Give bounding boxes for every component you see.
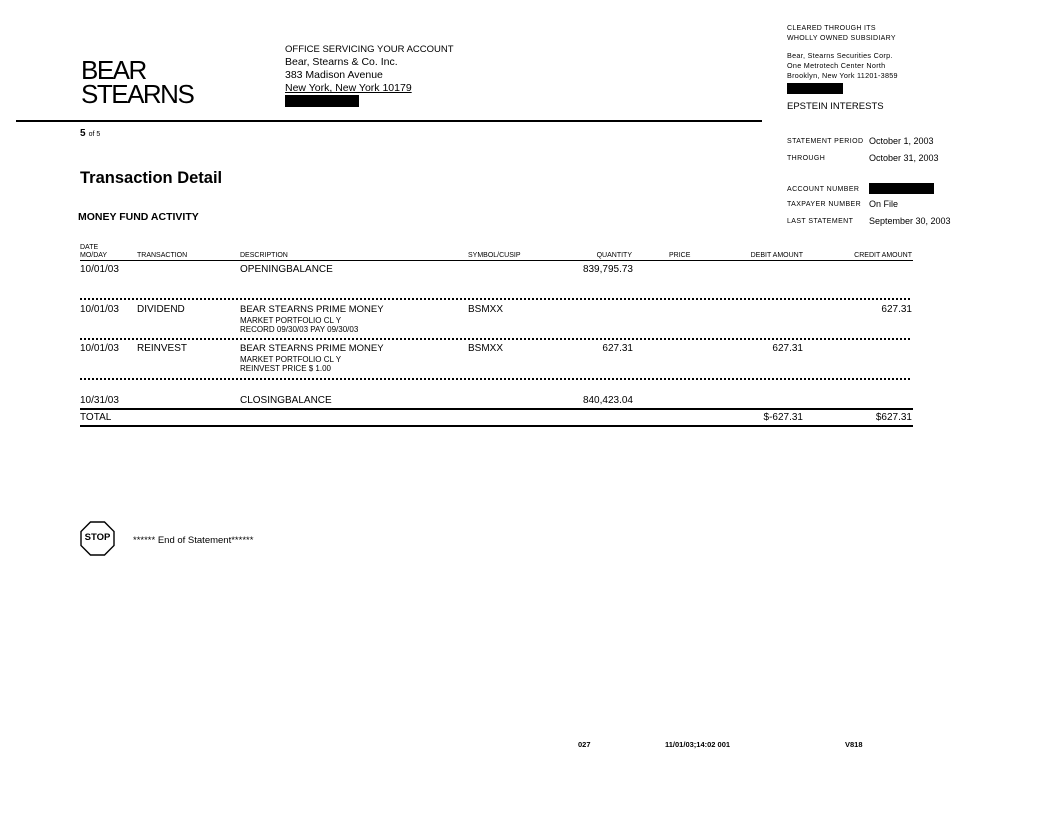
row-date: 10/01/03 <box>80 343 119 354</box>
clearing-block <box>787 24 898 98</box>
row-description: BEAR STEARNS PRIME MONEY <box>240 304 384 315</box>
clearing-address-2: Brooklyn, New York 11201-3859 <box>787 71 898 80</box>
last-statement-label: LAST STATEMENT <box>787 218 854 225</box>
col-date-top: DATE <box>80 244 99 251</box>
clearing-line-2: WHOLLY OWNED SUBSIDIARY <box>787 35 896 42</box>
clearing-address-1: One Metrotech Center North <box>787 61 886 70</box>
row-transaction: DIVIDEND <box>137 304 185 315</box>
clearing-line-1: CLEARED THROUGH ITS <box>787 25 876 32</box>
office-name: Bear, Stearns & Co. Inc. <box>285 56 398 68</box>
col-transaction: TRANSACTION <box>137 252 188 259</box>
stop-sign-icon <box>80 521 115 556</box>
col-credit: CREDIT AMOUNT <box>854 252 912 259</box>
header-rule <box>80 260 913 261</box>
office-block <box>285 43 454 111</box>
last-statement-value: September 30, 2003 <box>869 216 951 226</box>
row-quantity: 627.31 <box>602 343 633 354</box>
col-price: PRICE <box>669 252 691 259</box>
row-description-3: RECORD 09/30/03 PAY 09/30/03 <box>240 325 359 334</box>
section-title: MONEY FUND ACTIVITY <box>78 211 199 223</box>
office-address-2: New York, New York 10179 <box>285 82 412 94</box>
footer-code-2: V818 <box>845 740 863 749</box>
col-debit: DEBIT AMOUNT <box>750 252 803 259</box>
row-separator <box>80 378 910 380</box>
through-label: THROUGH <box>787 155 826 162</box>
total-label: TOTAL <box>80 412 112 423</box>
row-separator <box>80 298 910 300</box>
redaction-box <box>787 83 843 94</box>
bear-stearns-logo <box>81 55 201 109</box>
statement-period-value: October 1, 2003 <box>869 136 934 146</box>
row-date: 10/31/03 <box>80 395 119 406</box>
row-description-2: MARKET PORTFOLIO CL Y <box>240 316 342 325</box>
statement-period-label: STATEMENT PERIOD <box>787 138 864 145</box>
clearing-name: Bear, Stearns Securities Corp. <box>787 51 893 60</box>
col-description: DESCRIPTION <box>240 252 288 259</box>
row-symbol: BSMXX <box>468 343 504 354</box>
end-of-statement: ****** End of Statement****** <box>133 535 254 546</box>
header-divider <box>16 120 762 122</box>
through-value: October 31, 2003 <box>869 153 939 163</box>
page-title: Transaction Detail <box>80 169 223 187</box>
row-transaction: REINVEST <box>137 343 188 354</box>
row-date: 10/01/03 <box>80 264 119 275</box>
taxpayer-number-label: TAXPAYER NUMBER <box>787 201 862 208</box>
office-heading: OFFICE SERVICING YOUR ACCOUNT <box>285 44 454 55</box>
logo-line-2: STEARNS <box>81 79 194 109</box>
page-total: of 5 <box>88 131 101 138</box>
row-symbol: BSMXX <box>468 304 504 315</box>
row-debit: 627.31 <box>772 343 803 354</box>
row-quantity: 840,423.04 <box>582 395 633 406</box>
stop-icon-text: STOP <box>84 532 111 543</box>
office-address-1: 383 Madison Avenue <box>285 69 383 81</box>
footer-code-1: 027 <box>578 740 591 749</box>
page-number <box>80 128 100 139</box>
col-date: MO/DAY <box>80 252 108 259</box>
total-debit: $-627.31 <box>763 412 803 423</box>
row-description: OPENINGBALANCE <box>240 264 333 275</box>
total-rule-top <box>80 408 913 410</box>
taxpayer-number-value: On File <box>869 199 899 209</box>
page-current: 5 <box>80 128 86 139</box>
total-credit: $627.31 <box>875 412 912 423</box>
col-symbol: SYMBOL/CUSIP <box>468 252 521 259</box>
account-number-label: ACCOUNT NUMBER <box>787 186 860 193</box>
row-separator <box>80 338 910 340</box>
logo-line-1: BEAR <box>81 55 146 85</box>
row-description-3: REINVEST PRICE $ 1.00 <box>240 364 331 373</box>
row-description: CLOSINGBALANCE <box>240 395 332 406</box>
total-rule-bottom <box>80 425 913 427</box>
account-name: EPSTEIN INTERESTS <box>787 101 884 112</box>
row-description-2: MARKET PORTFOLIO CL Y <box>240 355 342 364</box>
row-description: BEAR STEARNS PRIME MONEY <box>240 343 384 354</box>
row-date: 10/01/03 <box>80 304 119 315</box>
col-quantity: QUANTITY <box>596 252 632 259</box>
redaction-box <box>285 95 359 107</box>
account-number-redaction <box>869 183 934 194</box>
row-quantity: 839,795.73 <box>582 264 633 275</box>
row-credit: 627.31 <box>881 304 912 315</box>
footer-timestamp: 11/01/03;14:02 001 <box>665 740 731 749</box>
